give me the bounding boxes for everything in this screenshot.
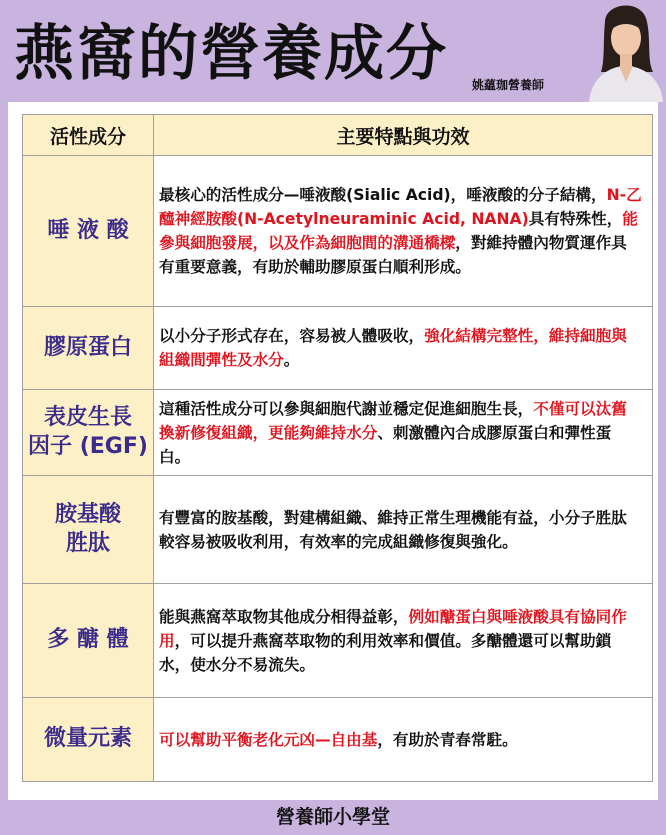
- desc-text: 最核心的活性成分—唾液酸(Sialic Acid)，唾液酸的分子結構，: [159, 186, 607, 204]
- table-row: [23, 698, 653, 782]
- ingredient-label: 微量元素: [23, 698, 154, 782]
- desc-text: ，對維持體內物質運作具有重要意義，有助於輔助膠原蛋白順利形成。: [159, 234, 627, 276]
- ingredient-label: 表皮生長 因子 (EGF): [23, 390, 154, 476]
- desc-highlight: N-乙醯神經胺酸(N-Acetylneuraminic Acid, NANA): [159, 186, 642, 228]
- author-photo: [575, 0, 666, 102]
- nutrition-table: [22, 114, 653, 782]
- column-header-ingredient: 活性成分: [23, 115, 154, 156]
- desc-text: 、刺激體內合成膠原蛋白和彈性蛋白。: [159, 423, 612, 466]
- ingredient-description: [154, 156, 653, 307]
- ingredient-label: 膠原蛋白: [23, 307, 154, 390]
- ingredient-label: 唾 液 酸: [23, 156, 154, 307]
- table-row: [23, 307, 653, 390]
- footer-caption: 營養師小學堂: [275, 806, 390, 828]
- desc-text: 能與燕窩萃取物其他成分相得益彰，: [159, 607, 409, 626]
- table-row: [23, 476, 653, 584]
- desc-highlight: 不僅可以汰舊換新修復組織，更能夠維持水分: [159, 399, 627, 442]
- desc-text: ，可以提升燕窩萃取物的利用效率和價值。多醣體還可以幫助鎖水，使水分不易流失。: [159, 631, 612, 674]
- ingredient-description: [154, 584, 653, 698]
- desc-highlight: 可以幫助平衡老化元凶—自由基: [159, 730, 378, 749]
- desc-text: 這種活性成分可以參與細胞代謝並穩定促進細胞生長，: [159, 399, 534, 418]
- table-header-row: [23, 115, 653, 156]
- ingredient-description: [154, 307, 653, 390]
- table-row: [23, 584, 653, 698]
- desc-text: ，有助於青春常駐。: [377, 730, 518, 749]
- page-title: 燕窩的營養成分: [14, 19, 448, 89]
- header: [0, 0, 666, 102]
- table-row: [23, 156, 653, 307]
- author-name: 姚蘊珈營養師: [472, 78, 545, 92]
- desc-text: 。: [283, 351, 300, 369]
- ingredient-description: [154, 698, 653, 782]
- ingredient-label: 胺基酸 胜肽: [23, 476, 154, 584]
- desc-text: 具有特殊性，: [528, 210, 623, 228]
- desc-text: 以小分子形式存在，容易被人體吸收，: [159, 327, 425, 345]
- content-panel: [8, 102, 658, 800]
- desc-highlight: 強化結構完整性，維持細胞與組織間彈性及水分: [159, 327, 627, 369]
- ingredient-description: [154, 390, 653, 476]
- ingredient-label: 多 醣 體: [23, 584, 154, 698]
- desc-highlight: 例如醣蛋白與唾液酸具有協同作用: [159, 607, 627, 650]
- ingredient-description: [154, 476, 653, 584]
- table-row: [23, 390, 653, 476]
- desc-text: 有豐富的胺基酸，對建構組織、維持正常生理機能有益，小分子胜肽較容易被吸收利用，有效率的完成組織修復與強化。: [159, 508, 627, 551]
- column-header-effects: 主要特點與功效: [154, 115, 653, 156]
- desc-highlight: 能參與細胞發展，以及作為細胞間的溝通橋樑: [159, 210, 638, 252]
